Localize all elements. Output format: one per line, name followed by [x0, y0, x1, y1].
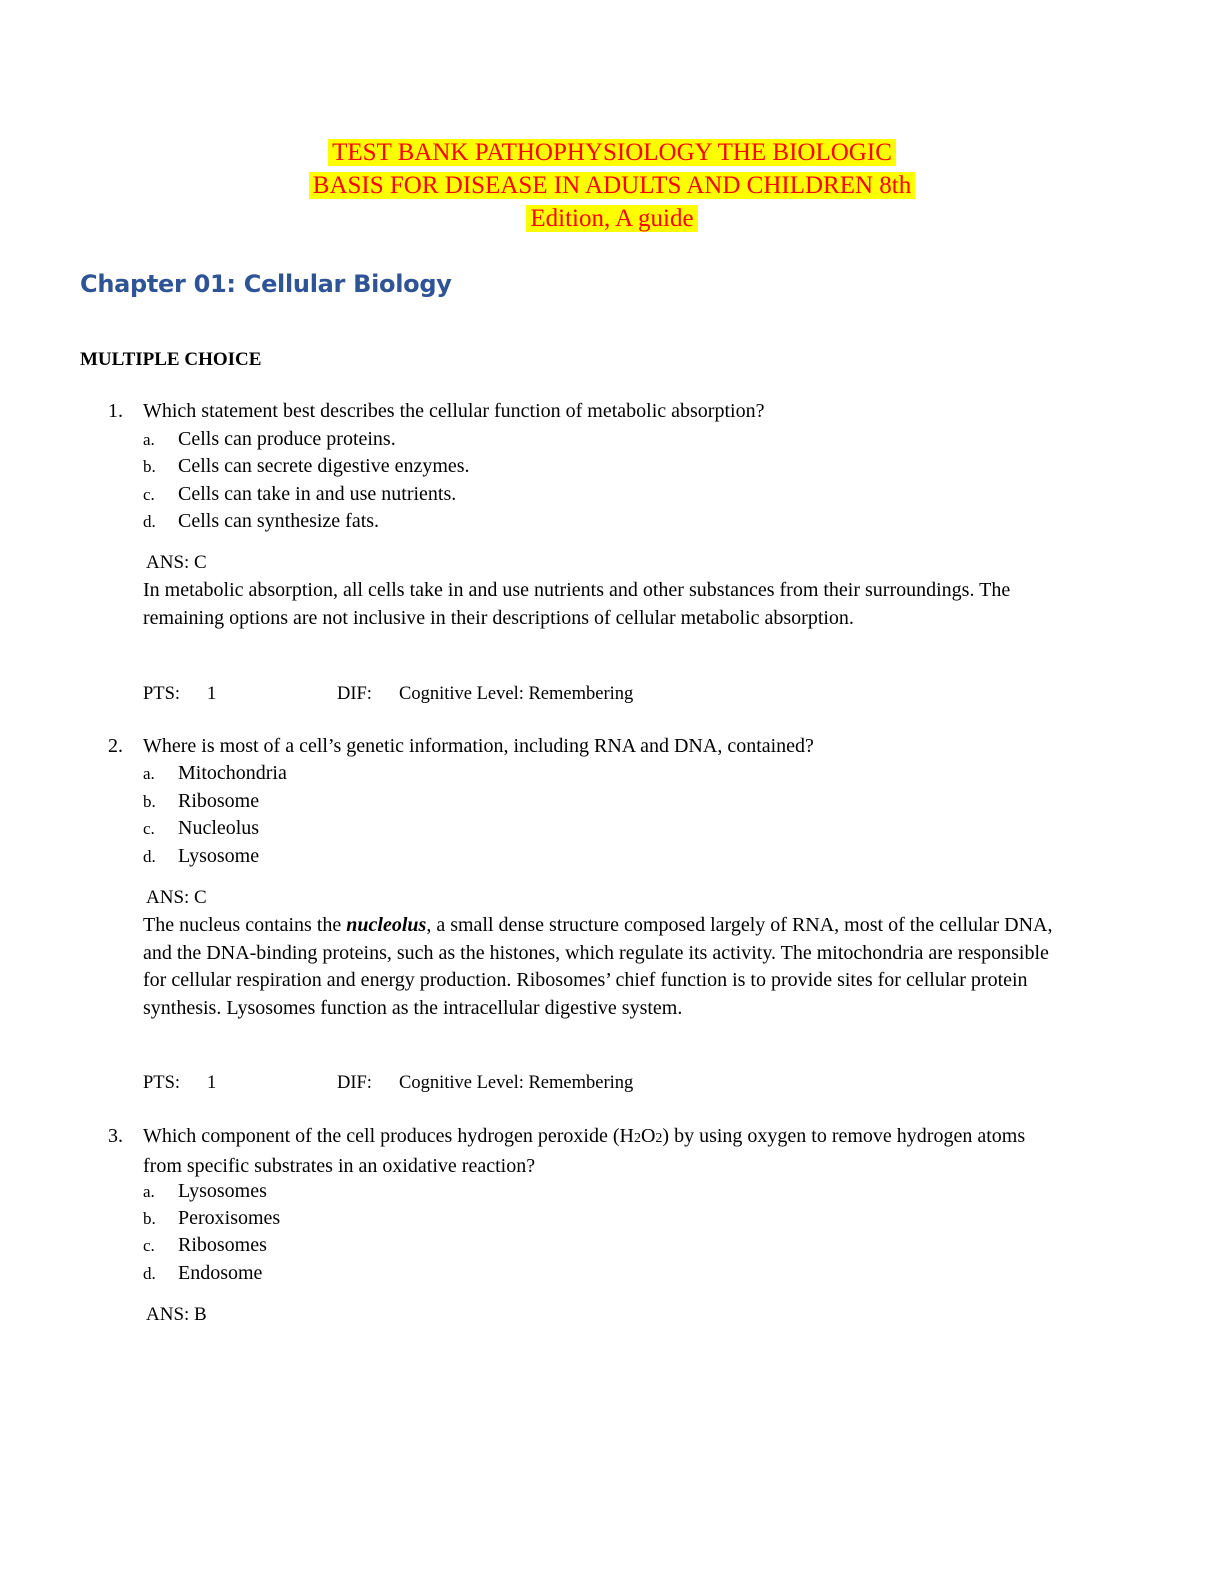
option-letter: b.	[143, 457, 156, 476]
option-text: Cells can synthesize fats.	[178, 510, 380, 532]
pts-label: PTS:	[143, 1073, 181, 1093]
option-text: Nucleolus	[178, 817, 260, 839]
rationale: In metabolic absorption, all cells take in and use nutrients and other substances from their surroundings. The remaining options are not inclusive in their descriptions of cellular metabolic absorption.	[143, 579, 1011, 629]
rationale-emphasis: nucleolus	[346, 914, 427, 936]
question-stem	[143, 1123, 1063, 1180]
option-letter: a.	[143, 430, 155, 449]
pts-value: 1	[207, 684, 217, 704]
chapter-heading: Chapter 01: Cellular Biology	[80, 270, 452, 298]
answer: ANS: B	[146, 1304, 207, 1325]
option-text: Ribosome	[178, 790, 260, 812]
section-heading: MULTIPLE CHOICE	[80, 349, 262, 370]
option-letter: c.	[143, 485, 155, 504]
option-text: Cells can take in and use nutrients.	[178, 483, 457, 505]
option-text: Lysosomes	[178, 1180, 267, 1202]
option-letter: d.	[143, 512, 156, 531]
stem-part: Which component of the cell produces hydrogen peroxide (H	[143, 1125, 634, 1147]
option-text: Endosome	[178, 1262, 263, 1284]
option-letter: b.	[143, 1209, 156, 1228]
option-text: Mitochondria	[178, 762, 287, 784]
question-stem: Which statement best describes the cellular function of metabolic absorption?	[143, 400, 765, 422]
option-letter: a.	[143, 764, 155, 783]
rationale	[143, 912, 1063, 1022]
question-number: 2.	[108, 735, 123, 757]
dif-value: Cognitive Level: Remembering	[399, 1073, 634, 1093]
document-title	[0, 136, 1224, 235]
option-letter: d.	[143, 1264, 156, 1283]
dif-label: DIF:	[337, 684, 372, 704]
subscript: 2	[633, 1131, 641, 1146]
option-text: Ribosomes	[178, 1234, 267, 1256]
rationale-text-rest: , a small dense structure composed largely of RNA, most of the cellular DNA, and the DNA-binding proteins, such as the histones, which regulate its activity. The mitochondria are responsible for cellular respiration and energy production. Ribosomes’ chief function is to provide sites for cellular protein synthesis. Lysosomes function as the intracellular digestive system.	[143, 914, 1053, 1019]
pts-value: 1	[207, 1073, 217, 1093]
stem-part: ) by using oxygen to remove hydrogen atoms from specific substrates in an oxidative reaction?	[143, 1125, 1026, 1177]
title-line-3: Edition, A guide	[526, 205, 697, 232]
rationale-text-start: The nucleus contains the	[143, 914, 347, 936]
question-stem: Where is most of a cell’s genetic information, including RNA and DNA, contained?	[143, 735, 814, 757]
question-number: 3.	[108, 1125, 123, 1147]
option-text: Cells can produce proteins.	[178, 428, 396, 450]
title-line-1: TEST BANK PATHOPHYSIOLOGY THE BIOLOGIC	[328, 139, 896, 166]
dif-value: Cognitive Level: Remembering	[399, 684, 634, 704]
answer: ANS: C	[146, 887, 207, 908]
option-text: Peroxisomes	[178, 1207, 281, 1229]
answer: ANS: C	[146, 552, 207, 573]
subscript: 2	[655, 1131, 663, 1146]
option-text: Cells can secrete digestive enzymes.	[178, 455, 470, 477]
option-letter: d.	[143, 847, 156, 866]
option-text: Lysosome	[178, 845, 260, 867]
option-letter: c.	[143, 819, 155, 838]
question-number: 1.	[108, 400, 123, 422]
option-letter: c.	[143, 1236, 155, 1255]
title-line-2: BASIS FOR DISEASE IN ADULTS AND CHILDREN 8th	[309, 172, 915, 199]
dif-label: DIF:	[337, 1073, 372, 1093]
option-letter: b.	[143, 792, 156, 811]
option-letter: a.	[143, 1182, 155, 1201]
stem-part: O	[640, 1125, 656, 1147]
pts-label: PTS:	[143, 684, 181, 704]
